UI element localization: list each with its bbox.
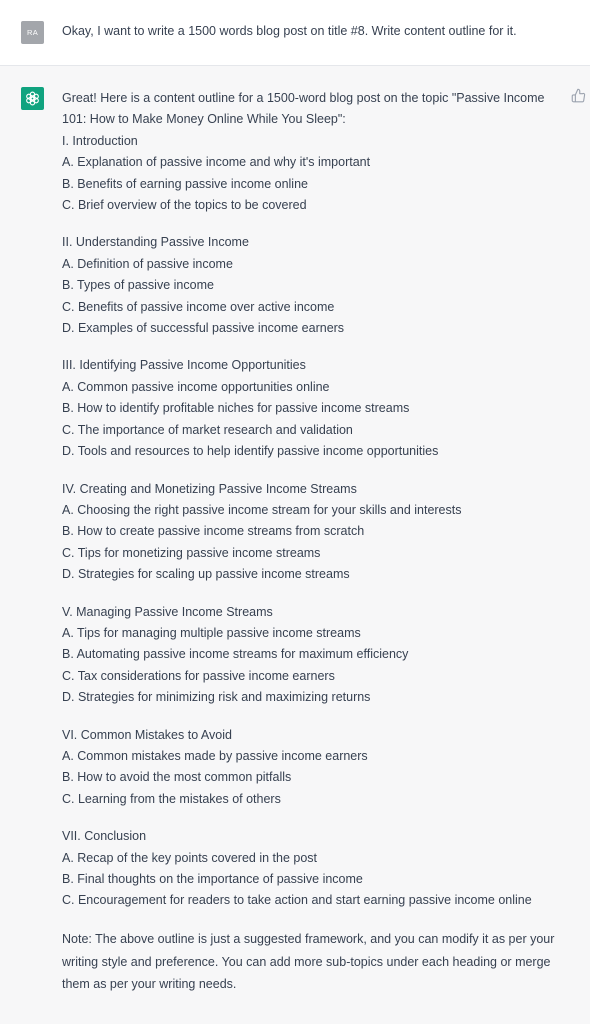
outline-item: C. Benefits of passive income over active income bbox=[62, 299, 335, 314]
outline-item: B. Final thoughts on the importance of passive income bbox=[62, 872, 363, 886]
thumbs-up-icon[interactable] bbox=[571, 88, 586, 103]
outline-item: D. Strategies for scaling up passive income streams bbox=[62, 567, 350, 582]
user-message-text: Okay, I want to write a 1500 words blog post on title #8. Write content outline for it. bbox=[62, 24, 517, 38]
outline-section-heading: VII. Conclusion bbox=[62, 829, 147, 844]
outline-section bbox=[62, 479, 572, 586]
outline-section-heading: IV. Creating and Monetizing Passive Income Streams bbox=[62, 481, 357, 496]
outline-item: A. Recap of the key points covered in the post bbox=[62, 850, 318, 865]
outline-section-heading: II. Understanding Passive Income bbox=[62, 235, 249, 250]
outline-item: B. Automating passive income streams for maximum efficiency bbox=[62, 647, 409, 662]
outline-item: A. Definition of passive income bbox=[62, 256, 233, 271]
outline-item: B. How to identify profitable niches for passive income streams bbox=[62, 401, 410, 416]
outline-item: B. Benefits of earning passive income online bbox=[62, 176, 308, 191]
assistant-message-row bbox=[0, 66, 590, 1024]
outline-item: A. Common passive income opportunities online bbox=[62, 379, 330, 394]
outline-section bbox=[62, 355, 572, 462]
outline-item: C. The importance of market research and validation bbox=[62, 422, 353, 437]
assistant-note: Note: The above outline is just a suggested framework, and you can modify it as per your writing style and preference. You can add more sub-topics under each heading or merge them as per your writing needs. bbox=[62, 931, 555, 992]
assistant-intro: Great! Here is a content outline for a 1500-word blog post on the topic "Passive Income 101: How to Make Money Online While You Sleep": bbox=[62, 91, 545, 127]
outline-item: A. Tips for managing multiple passive income streams bbox=[62, 625, 361, 640]
user-avatar-initials: RA bbox=[26, 28, 39, 37]
outline-item: C. Learning from the mistakes of others bbox=[62, 791, 281, 806]
openai-logo-icon bbox=[24, 90, 41, 107]
outline-section bbox=[62, 232, 572, 339]
outline-section bbox=[62, 725, 572, 811]
outline-item: B. How to avoid the most common pitfalls bbox=[62, 770, 292, 785]
outline-item: C. Encouragement for readers to take action and start earning passive income online bbox=[62, 893, 532, 908]
outline-item: D. Tools and resources to help identify passive income opportunities bbox=[62, 444, 439, 459]
outline-item: C. Tips for monetizing passive income streams bbox=[62, 545, 321, 560]
outline-section-heading: III. Identifying Passive Income Opportunities bbox=[62, 358, 306, 373]
outline-item: D. Strategies for minimizing risk and maximizing returns bbox=[62, 690, 371, 705]
user-avatar bbox=[21, 21, 44, 44]
user-message-row bbox=[0, 0, 590, 66]
outline-item: C. Brief overview of the topics to be covered bbox=[62, 198, 307, 213]
assistant-avatar bbox=[21, 87, 44, 110]
outline-item: C. Tax considerations for passive income earners bbox=[62, 668, 335, 683]
outline-item: B. How to create passive income streams from scratch bbox=[62, 524, 365, 539]
outline-item: B. Types of passive income bbox=[62, 278, 214, 293]
outline-section bbox=[62, 131, 572, 217]
assistant-message-content bbox=[62, 88, 572, 996]
outline-item: A. Choosing the right passive income stream for your skills and interests bbox=[62, 502, 462, 517]
outline-section-heading: I. Introduction bbox=[62, 133, 138, 148]
outline-item: D. Examples of successful passive income earners bbox=[62, 321, 345, 336]
outline-item: A. Explanation of passive income and why it's important bbox=[62, 155, 371, 170]
outline-section bbox=[62, 602, 572, 709]
outline-item: A. Common mistakes made by passive income earners bbox=[62, 748, 368, 763]
outline-section bbox=[62, 826, 572, 912]
outline-section-heading: VI. Common Mistakes to Avoid bbox=[62, 727, 232, 742]
outline-section-heading: V. Managing Passive Income Streams bbox=[62, 604, 273, 619]
